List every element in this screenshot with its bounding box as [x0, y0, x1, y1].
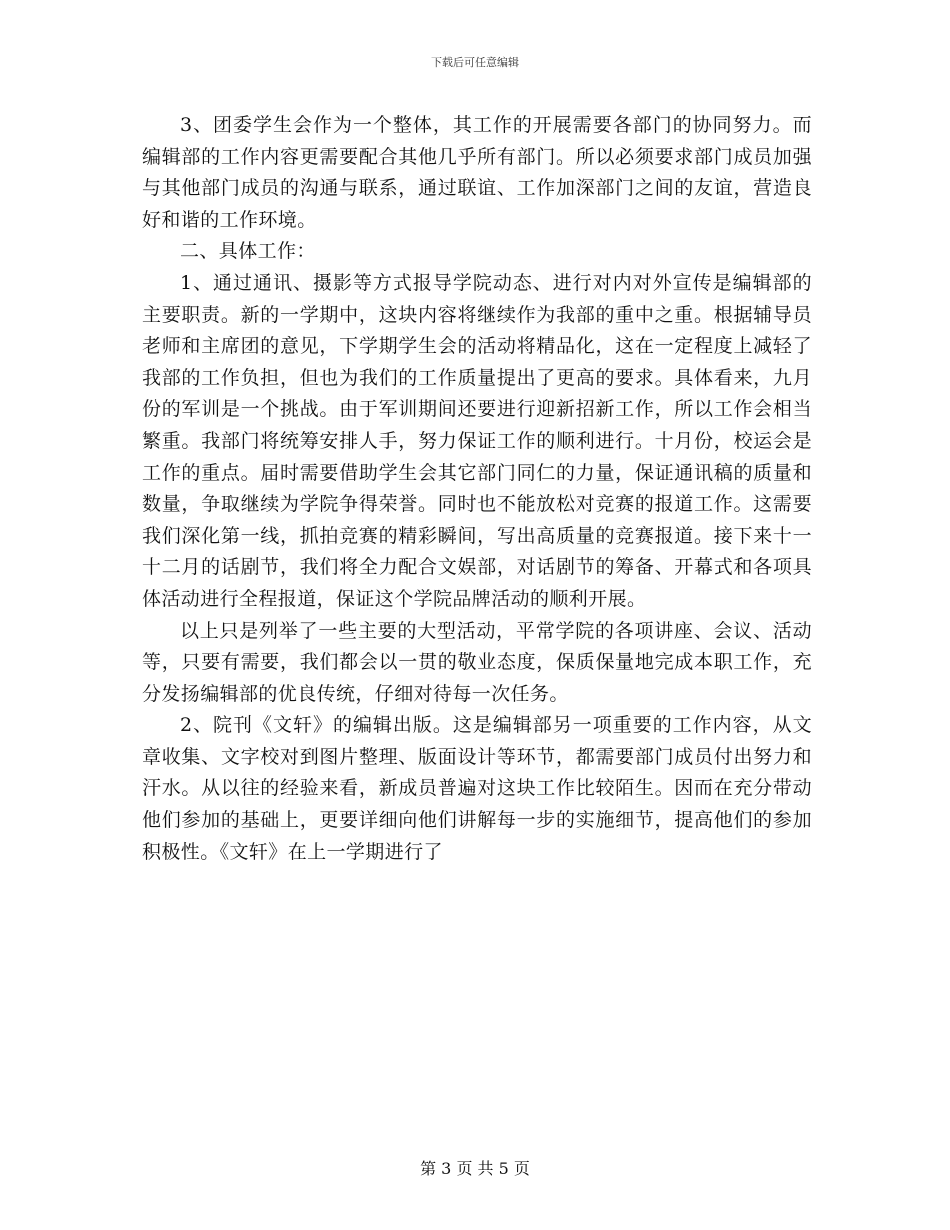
page-number-footer: 第 3 页 共 5 页 — [420, 1159, 530, 1178]
page-header: 下载后可任意编辑 — [431, 56, 519, 69]
section-heading-specific-work: 二、具体工作： — [180, 240, 316, 263]
paragraph-journal-publishing: 2、院刊《文轩》的编辑出版。这是编辑部另一项重要的工作内容，从文章收集、文字校对到图片整理、版面设计等环节，都需要部门成员付出努力和汗水。从以往的经验来看，新成员普遍对这块工作比较陌生。因而在充分带动他们参加的基础上，更要详细向他们讲解每一步的实施细节，提高他们的参加积极性。《文轩》在上一学期进行了 — [142, 714, 812, 863]
paragraph-dept-cooperation: 3、团委学生会作为一个整体，其工作的开展需要各部门的协同努力。而编辑部的工作内容更需要配合其他几乎所有部门。所以必须要求部门成员加强与其他部门成员的沟通与联系，通过联谊、工作加深部门之间的友谊，营造良好和谐的工作环境。 — [142, 114, 812, 231]
document-body — [142, 110, 812, 868]
paragraph-routine-activities: 以上只是列举了一些主要的大型活动，平常学院的各项讲座、会议、活动等，只要有需要，我们都会以一贯的敬业态度，保质保量地完成本职工作，充分发扬编辑部的优良传统，仔细对待每一次任务。 — [142, 619, 812, 705]
paragraph-news-reporting: 1、通过通讯、摄影等方式报导学院动态、进行对内对外宣传是编辑部的主要职责。新的一学期中，这块内容将继续作为我部的重中之重。根据辅导员老师和主席团的意见，下学期学生会的活动将精品化，这在一定程度上减轻了我部的工作负担，但也为我们的工作质量提出了更高的要求。具体看来，九月份的军训是一个挑战。由于军训期间还要进行迎新招新工作，所以工作会相当繁重。我部门将统筹安排人手，努力保证工作的顺利进行。十月份，校运会是工作的重点。届时需要借助学生会其它部门同仁的力量，保证通讯稿的质量和数量，争取继续为学院争得荣誉。同时也不能放松对竞赛的报道工作。这需要我们深化第一线，抓拍竞赛的精彩瞬间，写出高质量的竞赛报道。接下来十一十二月的话剧节，我们将全力配合文娱部，对话剧节的筹备、开幕式和各项具体活动进行全程报道，保证这个学院品牌活动的顺利开展。 — [142, 271, 812, 610]
